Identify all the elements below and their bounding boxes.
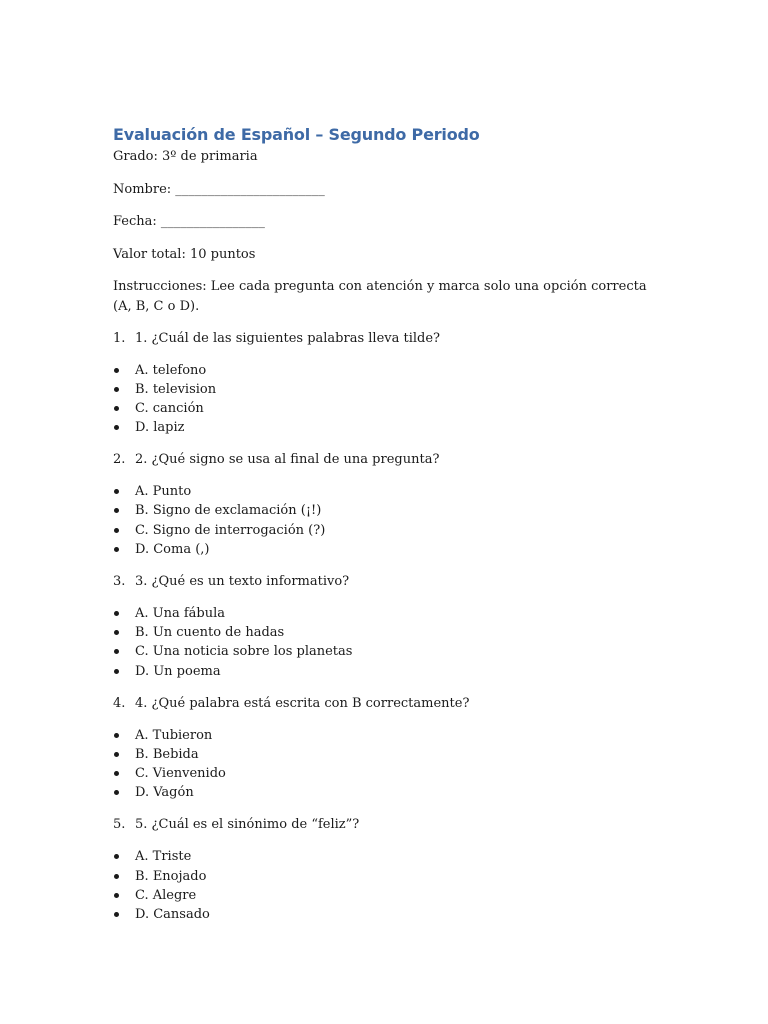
- option-item: [113, 361, 658, 380]
- question-number: 4.: [113, 695, 126, 711]
- option-list: [113, 726, 658, 803]
- bullet-icon: [113, 662, 135, 681]
- question-label: 2. ¿Qué signo se usa al final de una pregunta?: [135, 452, 440, 468]
- option-label: C. Alegre: [135, 887, 197, 903]
- bullet-icon: [113, 521, 135, 540]
- option-label: B. Enojado: [135, 868, 207, 884]
- option-label: A. telefono: [135, 362, 207, 378]
- option-label: B. Un cuento de hadas: [135, 625, 285, 641]
- option-item: [113, 501, 658, 520]
- bullet-icon: [113, 847, 135, 866]
- bullet-icon: [113, 745, 135, 764]
- option-label: B. Bebida: [135, 746, 199, 762]
- option-item: [113, 540, 658, 559]
- instructions: Instrucciones: Lee cada pregunta con atención y marca solo una opción correcta (A, B, C o D).: [113, 279, 647, 314]
- option-label: A. Una fábula: [135, 605, 226, 621]
- question-label: 1. ¿Cuál de las siguientes palabras lleva tilde?: [135, 330, 441, 346]
- question-text: [113, 572, 658, 592]
- option-item: [113, 623, 658, 642]
- question-2: [113, 450, 658, 559]
- option-item: [113, 380, 658, 399]
- bullet-icon: [113, 418, 135, 437]
- question-text: [113, 815, 658, 835]
- question-list: [113, 329, 658, 925]
- question-number: 2.: [113, 452, 126, 468]
- bullet-icon: [113, 886, 135, 905]
- bullet-icon: [113, 783, 135, 802]
- option-list: [113, 847, 658, 924]
- question-number: 3.: [113, 573, 126, 589]
- bullet-icon: [113, 764, 135, 783]
- option-item: [113, 482, 658, 501]
- question-text: [113, 329, 658, 349]
- bullet-icon: [113, 604, 135, 623]
- option-item: [113, 521, 658, 540]
- bullet-icon: [113, 482, 135, 501]
- question-number: 5.: [113, 817, 126, 833]
- bullet-icon: [113, 399, 135, 418]
- option-label: D. Vagón: [135, 785, 194, 801]
- option-label: D. lapiz: [135, 420, 185, 436]
- option-item: [113, 418, 658, 437]
- option-label: A. Triste: [135, 849, 192, 865]
- option-item: [113, 867, 658, 886]
- bullet-icon: [113, 380, 135, 399]
- option-item: [113, 764, 658, 783]
- question-label: 4. ¿Qué palabra está escrita con B correctamente?: [135, 695, 470, 711]
- option-label: A. Punto: [135, 484, 192, 500]
- bullet-icon: [113, 623, 135, 642]
- grade-line: Grado: 3º de primaria: [113, 149, 258, 164]
- bullet-icon: [113, 867, 135, 886]
- option-item: [113, 745, 658, 764]
- bullet-icon: [113, 726, 135, 745]
- option-label: B. television: [135, 381, 217, 397]
- question-text: [113, 450, 658, 470]
- question-text: [113, 694, 658, 714]
- date-line: Fecha: ________________: [113, 214, 265, 229]
- option-label: B. Signo de exclamación (¡!): [135, 503, 322, 519]
- question-label: 3. ¿Qué es un texto informativo?: [135, 573, 350, 589]
- option-label: C. Una noticia sobre los planetas: [135, 644, 353, 660]
- option-label: C. canción: [135, 401, 204, 417]
- option-item: [113, 783, 658, 802]
- option-item: [113, 905, 658, 924]
- option-item: [113, 642, 658, 661]
- option-item: [113, 604, 658, 623]
- option-list: [113, 482, 658, 559]
- option-label: C. Signo de interrogación (?): [135, 522, 326, 538]
- option-item: [113, 847, 658, 866]
- name-line: Nombre: _______________________: [113, 181, 325, 197]
- bullet-icon: [113, 905, 135, 924]
- bullet-icon: [113, 642, 135, 661]
- option-item: [113, 662, 658, 681]
- question-label: 5. ¿Cuál es el sinónimo de “feliz”?: [135, 817, 360, 833]
- bullet-icon: [113, 501, 135, 520]
- option-item: [113, 726, 658, 745]
- option-list: [113, 604, 658, 681]
- option-label: D. Cansado: [135, 907, 210, 923]
- question-3: [113, 572, 658, 681]
- total-line: Valor total: 10 puntos: [113, 246, 256, 262]
- option-label: A. Tubieron: [135, 727, 213, 743]
- option-label: D. Un poema: [135, 663, 221, 679]
- document-page: [113, 123, 658, 924]
- bullet-icon: [113, 540, 135, 559]
- bullet-icon: [113, 361, 135, 380]
- document-title: Evaluación de Español – Segundo Periodo: [113, 125, 480, 144]
- question-4: [113, 694, 658, 803]
- option-label: C. Vienvenido: [135, 766, 226, 782]
- option-label: D. Coma (,): [135, 542, 210, 558]
- question-number: 1.: [113, 330, 126, 346]
- question-5: [113, 815, 658, 924]
- question-1: [113, 329, 658, 438]
- option-item: [113, 399, 658, 418]
- option-item: [113, 886, 658, 905]
- option-list: [113, 361, 658, 438]
